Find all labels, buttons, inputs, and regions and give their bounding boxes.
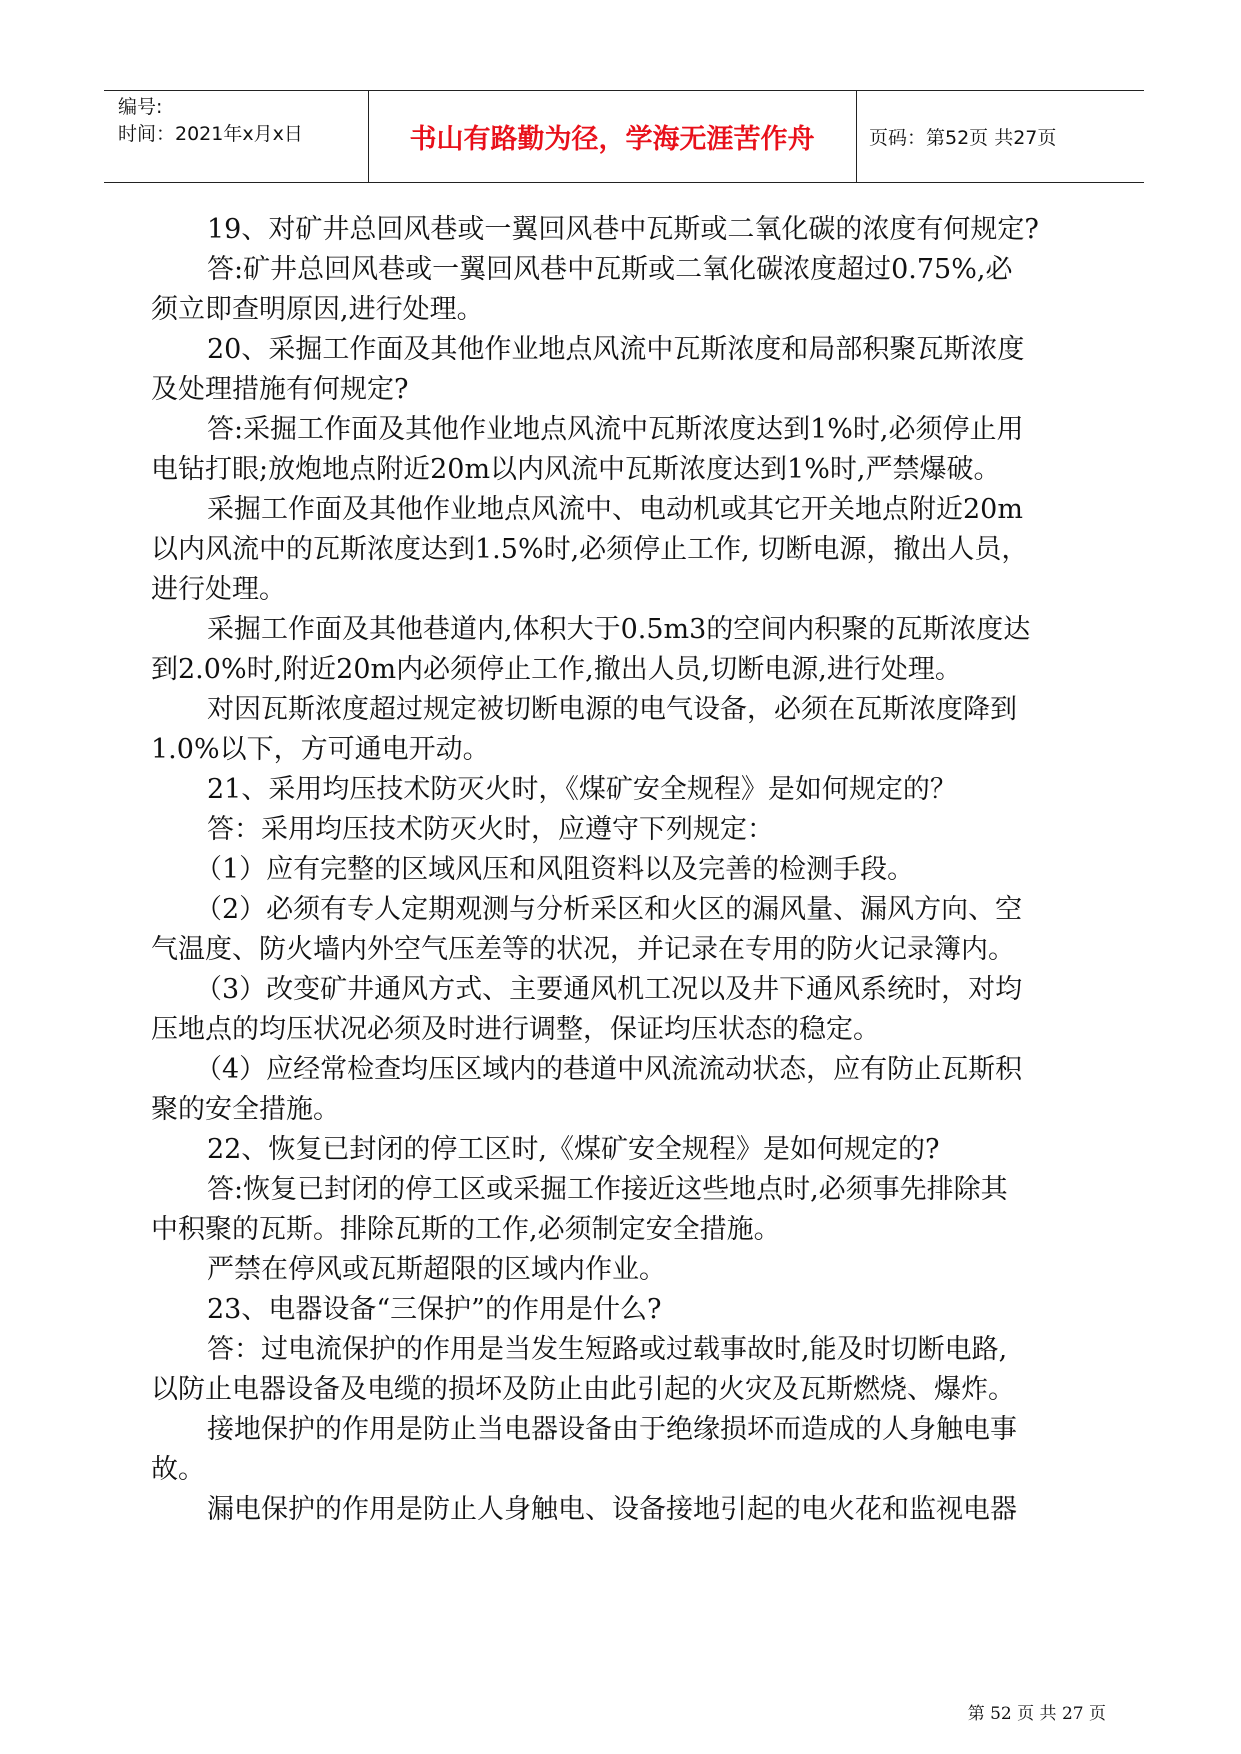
text-line: 采掘工作面及其他作业地点风流中、电动机或其它开关地点附近20m [207, 494, 1023, 525]
text-line: 进行处理。 [151, 574, 286, 605]
text-line: 聚的安全措施。 [151, 1094, 340, 1125]
text-line: 漏电保护的作用是防止人身触电、设备接地引起的电火花和监视电器 [207, 1494, 1017, 1525]
text-line: 对因瓦斯浓度超过规定被切断电源的电气设备，必须在瓦斯浓度降到 [207, 694, 1017, 725]
text-line: 电钻打眼;放炮地点附近20m以内风流中瓦斯浓度达到1%时,严禁爆破。 [151, 454, 1001, 485]
text-line: 以内风流中的瓦斯浓度达到1.5%时,必须停止工作, 切断电源，撤出人员， [151, 534, 1029, 565]
header-info [118, 94, 363, 148]
text-line: 采掘工作面及其他巷道内,体积大于0.5m3的空间内积聚的瓦斯浓度达 [207, 614, 1031, 645]
text-line: 严禁在停风或瓦斯超限的区域内作业。 [207, 1254, 666, 1285]
page-footer: 第 52 页 共 27 页 [967, 1704, 1106, 1724]
text-line: 答:采掘工作面及其他作业地点风流中瓦斯浓度达到1%时,必须停止用 [207, 414, 1024, 445]
time-label: 时间：2021年x月x日 [118, 123, 303, 145]
text-line: 中积聚的瓦斯。排除瓦斯的工作,必须制定安全措施。 [151, 1214, 781, 1245]
text-line: 到2.0%时,附近20m内必须停止工作,撤出人员,切断电源,进行处理。 [151, 654, 962, 685]
text-line: 20、采掘工作面及其他作业地点风流中瓦斯浓度和局部积聚瓦斯浓度 [207, 334, 1025, 365]
text-line: 及处理措施有何规定? [151, 374, 409, 405]
text-line: 23、电器设备“三保护”的作用是什么? [207, 1294, 662, 1325]
text-line: 21、采用均压技术防灭火时，《煤矿安全规程》是如何规定的？ [207, 774, 957, 805]
text-line: 答：过电流保护的作用是当发生短路或过载事故时,能及时切断电路, [207, 1334, 1008, 1365]
text-line: 须立即查明原因,进行处理。 [151, 294, 484, 325]
document-body [151, 210, 1101, 1530]
text-line: 气温度、防火墙内外空气压差等的状况，并记录在专用的防火记录簿内。 [151, 934, 1015, 965]
text-line: 1.0%以下，方可通电开动。 [151, 734, 490, 765]
text-line: （3）改变矿井通风方式、主要通风机工况以及井下通风系统时，对均 [195, 974, 1023, 1005]
text-line: 接地保护的作用是防止当电器设备由于绝缘损坏而造成的人身触电事 [207, 1414, 1017, 1445]
text-line: （2）必须有专人定期观测与分析采区和火区的漏风量、漏风方向、空 [195, 894, 1023, 925]
text-line: 答：采用均压技术防灭火时，应遵守下列规定： [207, 814, 774, 845]
header-motto: 书山有路勤为径，学海无涯苦作舟 [409, 124, 815, 155]
text-line: （1）应有完整的区域风压和风阻资料以及完善的检测手段。 [195, 854, 915, 885]
text-line: 故。 [151, 1454, 205, 1485]
text-line: 以防止电器设备及电缆的损坏及防止由此引起的火灾及瓦斯燃烧、爆炸。 [151, 1374, 1015, 1405]
text-line: 答:矿井总回风巷或一翼回风巷中瓦斯或二氧化碳浓度超过0.75%,必 [207, 254, 1013, 285]
text-line: 19、对矿井总回风巷或一翼回风巷中瓦斯或二氧化碳的浓度有何规定? [207, 214, 1039, 245]
text-line: （4）应经常检查均压区域内的巷道中风流流动状态，应有防止瓦斯积 [195, 1054, 1023, 1085]
document-header [104, 90, 1144, 183]
header-page-label: 页码：第52页 共27页 [869, 127, 1057, 149]
text-line: 22、恢复已封闭的停工区时,《煤矿安全规程》是如何规定的? [207, 1134, 940, 1165]
text-line: 答:恢复已封闭的停工区或采掘工作接近这些地点时,必须事先排除其 [207, 1174, 1008, 1205]
serial-number-label: 编号: [118, 96, 163, 118]
text-line: 压地点的均压状况必须及时进行调整，保证均压状态的稳定。 [151, 1014, 880, 1045]
header-divider-right [856, 90, 857, 183]
